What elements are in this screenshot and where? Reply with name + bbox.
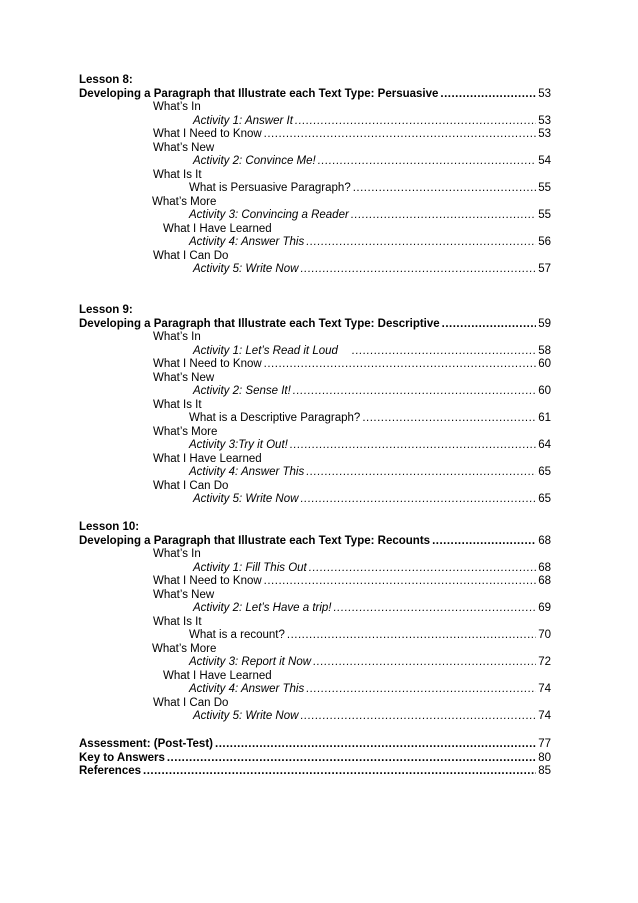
toc-section: What’s More: [152, 643, 217, 655]
toc-entry[interactable]: What I Need to Know ..... 68: [153, 575, 551, 588]
toc-activity[interactable]: Activity 1: Let’s Read it Loud ..... 58: [193, 345, 551, 358]
toc-activity[interactable]: Activity 1: Fill This Out ..... 68: [193, 562, 551, 575]
toc-entry[interactable]: What I Need to Know ..... 60: [153, 358, 551, 371]
toc-activity[interactable]: Activity 3: Convincing a Reader ..... 55: [189, 209, 551, 222]
toc-activity[interactable]: Activity 3: Report it Now ..... 72: [189, 656, 551, 669]
toc-activity[interactable]: Activity 4: Answer This ..... 74: [189, 683, 551, 696]
page-number: 59: [538, 318, 551, 330]
toc-section: What Is It: [153, 399, 202, 411]
toc-activity[interactable]: Activity 2: Let’s Have a trip! ..... 69: [193, 602, 551, 615]
toc-activity[interactable]: Activity 2: Convince Me! ..... 54: [193, 155, 551, 168]
lesson-10-title[interactable]: [79, 535, 551, 548]
toc-key-to-answers[interactable]: Key to Answers ..... 80: [79, 752, 551, 765]
toc-activity[interactable]: Activity 4: Answer This ..... 65: [189, 466, 551, 479]
toc-activity[interactable]: Activity 1: Answer It ..... 53: [193, 115, 551, 128]
toc-section: What’s In: [153, 548, 201, 560]
toc-section: What’s More: [153, 426, 218, 438]
lesson-title-text: Developing a Paragraph that Illustrate each Text Type: Descriptive: [79, 318, 440, 330]
toc-activity[interactable]: Activity 2: Sense It! ..... 60: [193, 385, 551, 398]
toc-entry[interactable]: What is Persuasive Paragraph? ..... 55: [189, 182, 551, 195]
page-number: 53: [538, 88, 551, 100]
toc-section: What Is It: [153, 169, 202, 181]
lesson-8-title[interactable]: [79, 88, 551, 101]
lesson-8-label: Lesson 8:: [79, 74, 133, 86]
lesson-10-label: Lesson 10:: [79, 521, 140, 533]
lesson-9-label: Lesson 9:: [79, 304, 133, 316]
toc-activity[interactable]: Activity 5: Write Now ..... 74: [193, 710, 551, 723]
toc-section: What’s In: [153, 331, 201, 343]
toc-section: What’s New: [153, 589, 215, 601]
toc-section: What I Have Learned: [163, 223, 272, 235]
toc-activity[interactable]: Activity 3:Try it Out! ..... 64: [189, 439, 551, 452]
toc-section: What I Can Do: [153, 697, 229, 709]
toc-activity[interactable]: Activity 5: Write Now ..... 57: [193, 263, 551, 276]
toc-section: What’s New: [153, 372, 215, 384]
toc-activity[interactable]: Activity 4: Answer This ..... 56: [189, 236, 551, 249]
toc-assessment[interactable]: Assessment: (Post-Test) ..... 77: [79, 738, 551, 751]
toc-activity[interactable]: Activity 5: Write Now ..... 65: [193, 493, 551, 506]
page-number: 68: [538, 535, 551, 547]
toc-section: What’s In: [153, 101, 201, 113]
toc-section: What’s New: [153, 142, 215, 154]
toc-references[interactable]: References ..... 85: [79, 765, 551, 778]
toc-section: What I Can Do: [153, 250, 229, 262]
toc-entry[interactable]: What I Need to Know ..... 53: [153, 128, 551, 141]
lesson-title-text: Developing a Paragraph that Illustrate each Text Type: Recounts: [79, 535, 431, 547]
toc-entry[interactable]: What is a Descriptive Paragraph? ..... 61: [189, 412, 551, 425]
toc-section: What I Can Do: [153, 480, 229, 492]
toc-section: What’s More: [152, 196, 217, 208]
lesson-title-text: Developing a Paragraph that Illustrate each Text Type: Persuasive: [79, 88, 439, 100]
lesson-9-title[interactable]: [79, 318, 551, 331]
toc-section: What I Have Learned: [153, 453, 262, 465]
toc-entry[interactable]: What is a recount? ..... 70: [189, 629, 551, 642]
toc-section: What Is It: [153, 616, 202, 628]
toc-section: What I Have Learned: [163, 670, 272, 682]
